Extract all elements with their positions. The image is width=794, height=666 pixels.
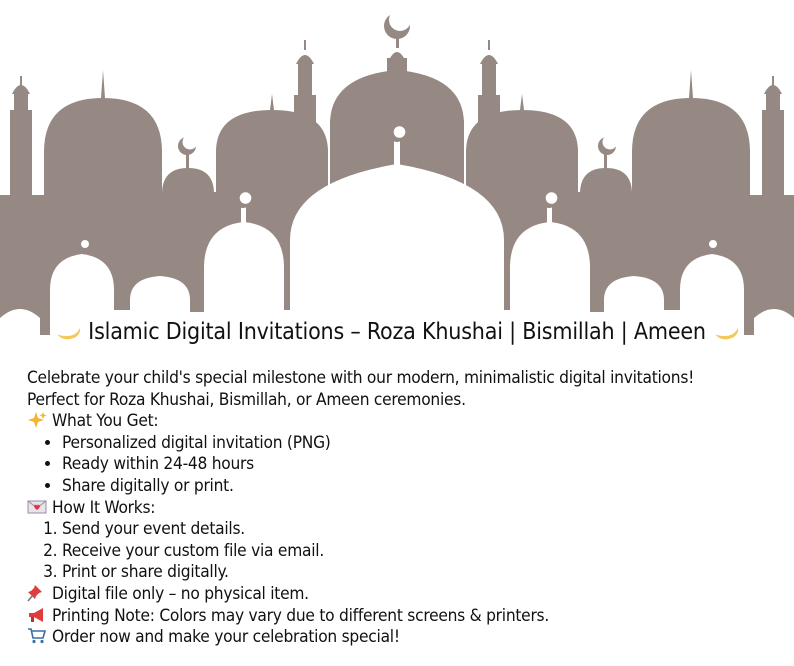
list-item: • Personalized digital invitation (PNG) — [62, 433, 787, 455]
list-item: 1. Send your event details. — [62, 519, 787, 541]
intro-line: Perfect for Roza Khushai, Bismillah, or Ameen ceremonies. — [27, 389, 466, 410]
list-item: • Ready within 24-48 hours — [62, 454, 787, 476]
list-item: • Share digitally or print. — [62, 476, 787, 498]
digital-only-note: Digital file only – no physical item. — [27, 584, 787, 606]
description — [27, 368, 787, 649]
envelope-heart-icon — [27, 498, 47, 516]
list-item: 2. Receive your custom file via email. — [62, 541, 787, 563]
how-it-works-heading: How It Works: — [27, 498, 787, 520]
title-text: Islamic Digital Invitations – Roza Khushai | Bismillah | Ameen — [88, 319, 706, 345]
what-you-get-list — [27, 433, 787, 498]
crescent-moon-icon — [712, 319, 740, 343]
order-note: Order now and make your celebration special! — [27, 627, 787, 649]
shopping-cart-icon — [27, 627, 47, 645]
list-item: 3. Print or share digitally. — [62, 562, 787, 584]
megaphone-icon — [27, 606, 47, 624]
sparkles-icon — [27, 411, 47, 429]
pushpin-icon — [27, 584, 47, 602]
what-you-get-heading: What You Get: — [27, 411, 787, 433]
crescent-moon-icon — [54, 319, 82, 343]
page-title — [0, 316, 794, 348]
printing-note: Printing Note: Colors may vary due to different screens & printers. — [27, 606, 787, 628]
how-it-works-list — [27, 519, 787, 584]
intro-line: Celebrate your child's special milestone with our modern, minimalistic digital invitations! — [27, 368, 695, 388]
